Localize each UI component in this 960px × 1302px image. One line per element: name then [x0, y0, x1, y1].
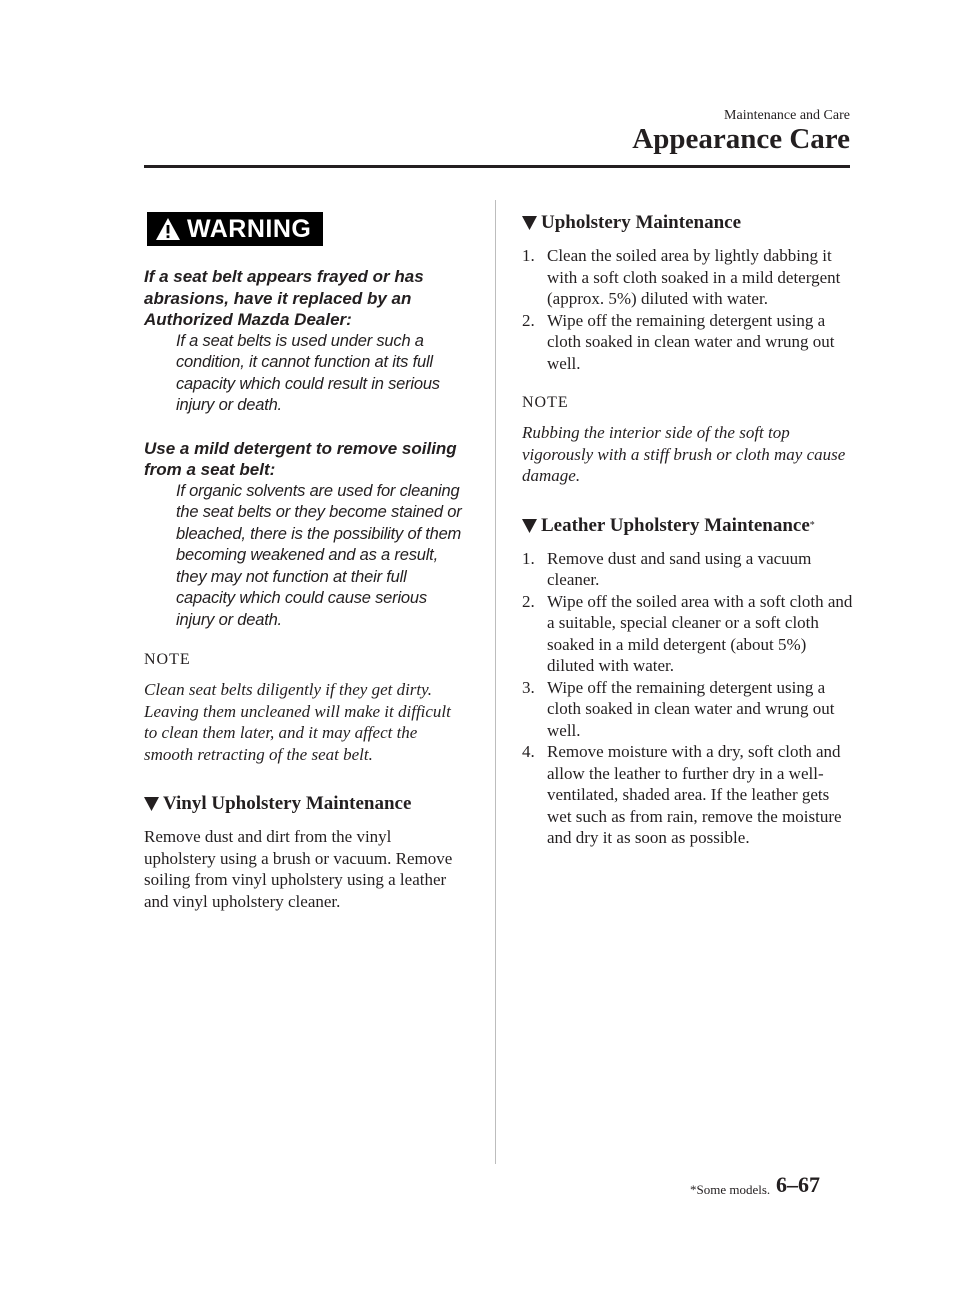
- left-column: [144, 212, 464, 912]
- header-rule: [144, 165, 850, 168]
- warning-label: WARNING: [187, 214, 312, 243]
- section-heading-upholstery: [522, 212, 854, 234]
- step-number: 2.: [522, 310, 535, 330]
- list-item: [522, 548, 854, 591]
- step-text: Wipe off the remaining detergent using a cloth soaked in clean water and wrung out well.: [547, 677, 835, 740]
- vinyl-text: Remove dust and dirt from the vinyl upholstery using a brush or vacuum. Remove soiling from vinyl upholstery using a leather and vinyl upholstery cleaner.: [144, 827, 453, 911]
- section-heading-leather: [522, 515, 854, 537]
- section-heading-text: Vinyl Upholstery Maintenance: [163, 793, 412, 814]
- step-text: Remove moisture with a dry, soft cloth and allow the leather to further dry in a well-ventilated, shaded area. If the leather gets wet such as from rain, remove the moisture and dry it as soon as possible.: [547, 742, 842, 847]
- warning-heading: If a seat belt appears frayed or has abrasions, have it replaced by an Authorized Mazda Dealer:: [144, 267, 424, 329]
- triangle-down-icon: [144, 797, 159, 811]
- triangle-down-icon: [522, 216, 537, 230]
- warning-item: [144, 438, 464, 632]
- step-number: 1.: [522, 548, 535, 568]
- step-text: Wipe off the remaining detergent using a cloth soaked in clean water and wrung out well.: [547, 310, 835, 373]
- note-label: NOTE: [144, 651, 191, 668]
- triangle-down-icon: [522, 519, 537, 533]
- column-divider: [495, 200, 496, 1164]
- section-heading-vinyl: [144, 793, 464, 815]
- warning-body: If organic solvents are used for cleaning the seat belts or they become stained or bleached, there is the possibility of them becoming weakened and as a result, they may not function at their full capacity which could cause serious injury or death.: [176, 481, 462, 629]
- warning-icon: [155, 217, 181, 241]
- footer-note: *Some models.: [690, 1182, 771, 1197]
- leather-steps: [522, 548, 854, 849]
- warning-item: [144, 266, 464, 417]
- list-item: [522, 591, 854, 677]
- some-models-asterisk: *: [809, 520, 815, 531]
- header-title: Appearance Care: [632, 123, 850, 155]
- list-item: [522, 310, 854, 375]
- page-number: 6–67: [776, 1172, 820, 1197]
- section-heading-text: Upholstery Maintenance: [541, 212, 742, 233]
- list-item: [522, 677, 854, 742]
- step-number: 1.: [522, 246, 535, 265]
- right-column: [522, 212, 854, 849]
- section-heading-text: Leather Upholstery Maintenance: [541, 514, 810, 536]
- list-item: [522, 245, 854, 310]
- step-number: 3.: [522, 677, 535, 697]
- header-section-label: Maintenance and Care: [724, 108, 850, 123]
- note-label: NOTE: [522, 394, 569, 411]
- warning-badge: [147, 212, 323, 246]
- note-block: [522, 394, 854, 487]
- list-item: [522, 741, 854, 849]
- note-block: [144, 651, 464, 765]
- step-text: Remove dust and sand using a vacuum cleaner.: [547, 548, 812, 589]
- upholstery-section: [522, 212, 854, 374]
- note-text: Rubbing the interior side of the soft top vigorously with a stiff brush or cloth may cause damage.: [522, 423, 846, 485]
- step-text: Clean the soiled area by lightly dabbing it with a soft cloth soaked in a mild detergent (approx. 5%) diluted with water.: [547, 246, 841, 308]
- warning-body: If a seat belts is used under such a condition, it cannot function at its full capacity which could result in serious injury or death.: [176, 331, 440, 414]
- leather-section: [522, 515, 854, 849]
- step-number: 4.: [522, 742, 535, 761]
- note-text: Clean seat belts diligently if they get dirty. Leaving them uncleaned will make it difficult to clean them later, and it may affect the smooth retracting of the seat belt.: [144, 680, 451, 764]
- step-text: Wipe off the soiled area with a soft cloth and a suitable, special cleaner or a soft cloth soaked in a mild detergent (about 5%) diluted with water.: [547, 591, 853, 675]
- vinyl-section: [144, 793, 464, 912]
- step-number: 2.: [522, 591, 535, 611]
- warning-heading: Use a mild detergent to remove soiling from a seat belt:: [144, 438, 457, 479]
- upholstery-steps: [522, 245, 854, 374]
